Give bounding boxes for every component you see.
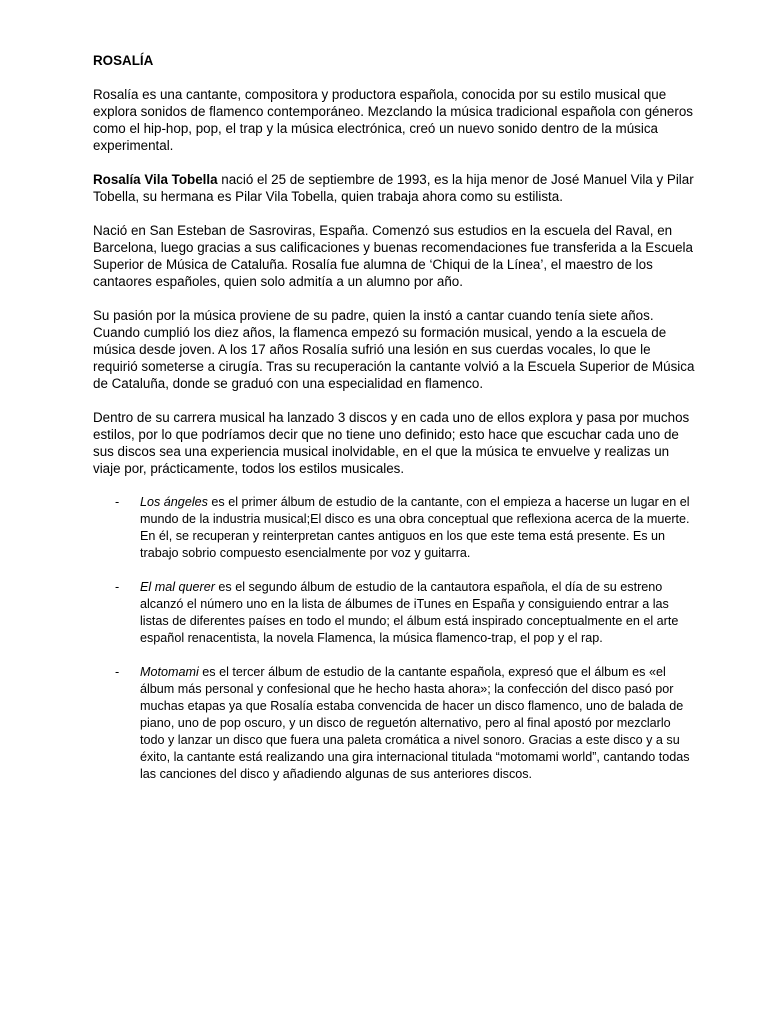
- bullet-dash: -: [115, 495, 120, 509]
- passion-paragraph: Su pasión por la música proviene de su padre, quien la instó a cantar cuando tenía siete años. Cuando cumplió los diez años, la flamenca empezó su formación musical, yendo a la escuela de música desde joven. A los 17 años Rosalía sufrió una lesión en sus cuerdas vocales, lo que le requirió someterse a cirugía. Tras su recuperación la cantante volvió a la Escuela Superior de Música de Cataluña, donde se graduó con una especialidad en flamenco.: [93, 308, 695, 391]
- album-name: Los ángeles: [140, 495, 208, 509]
- album-item-los-angeles: [93, 494, 698, 562]
- origin-paragraph: Nació en San Esteban de Sasroviras, España. Comenzó sus estudios en la escuela del Raval, en Barcelona, luego gracias a sus calificaciones y buenas recomendaciones fue transferida a la Escuela Superior de Música de Cataluña. Rosalía fue alumna de ‘Chiqui de la Línea’, el maestro de los cantaores españoles, quien solo admitía a un alumno por año.: [93, 223, 693, 289]
- career-paragraph: Dentro de su carrera musical ha lanzado 3 discos y en cada uno de ellos explora y pasa por muchos estilos, por lo que podríamos decir que no tiene uno definido; esto hace que escuchar cada uno de sus discos sea una experiencia musical inolvidable, en el que la música te envuelve y realizas un viaje por, prácticamente, todos los estilos musicales.: [93, 410, 690, 476]
- album-description: es el tercer álbum de estudio de la cantante española, expresó que el álbum es «el álbum más personal y confesional que he hecho hasta ahora»; la confección del disco pasó por muchas etapas ya que Rosalía estaba convencida de hacer un disco flamenco, uno de balada de piano, uno de pop oscuro, y un disco de reguetón alternativo, pero al final apostó por mezclarlo todo y lanzar un disco que fuera una paleta cromática a nivel sonoro. Gracias a este disco y a su éxito, la cantante está realizando una gira internacional titulada “motomami world”, cantando todas las canciones del disco y añadiendo algunas de sus anteriores discos.: [140, 665, 690, 781]
- album-name: El mal querer: [140, 580, 215, 594]
- album-description: es el primer álbum de estudio de la cantante, con el empieza a hacerse un lugar en el mundo de la industria musical;El disco es una obra conceptual que reflexiona acerca de la muerte. En él, se recuperan y reinterpretan cantes antiguos en los que este tema está presente. Es un trabajo sobrio compuesto esencialmente por voz y guitarra.: [140, 495, 690, 560]
- birth-text: nació el 25 de septiembre de 1993, es la hija menor de José Manuel Vila y Pilar Tobella, su hermana es Pilar Vila Tobella, quien trabaja ahora como su estilista.: [93, 172, 694, 204]
- album-list: [93, 494, 698, 783]
- intro-paragraph: Rosalía es una cantante, compositora y productora española, conocida por su estilo musical que explora sonidos de flamenco contemporáneo. Mezclando la música tradicional española con géneros como el hip-hop, pop, el trap y la música electrónica, creó un nuevo sonido dentro de la música experimental.: [93, 87, 693, 153]
- full-name: Rosalía Vila Tobella: [93, 172, 218, 187]
- album-name: Motomami: [140, 665, 199, 679]
- document-title: ROSALÍA: [93, 53, 154, 68]
- birth-paragraph: [93, 171, 698, 205]
- album-description: es el segundo álbum de estudio de la cantautora española, el día de su estreno alcanzó el número uno en la lista de álbumes de iTunes en España y consiguiendo entrar a las listas de diferentes países en todo el mundo; el álbum está inspirado conceptualmente en el arte español renacentista, la novela Flamenca, la música flamenco-trap, el pop y el rap.: [140, 580, 679, 645]
- bullet-dash: -: [115, 580, 120, 594]
- album-item-motomami: [93, 664, 698, 783]
- bullet-dash: -: [115, 665, 120, 679]
- album-item-el-mal-querer: [93, 579, 698, 647]
